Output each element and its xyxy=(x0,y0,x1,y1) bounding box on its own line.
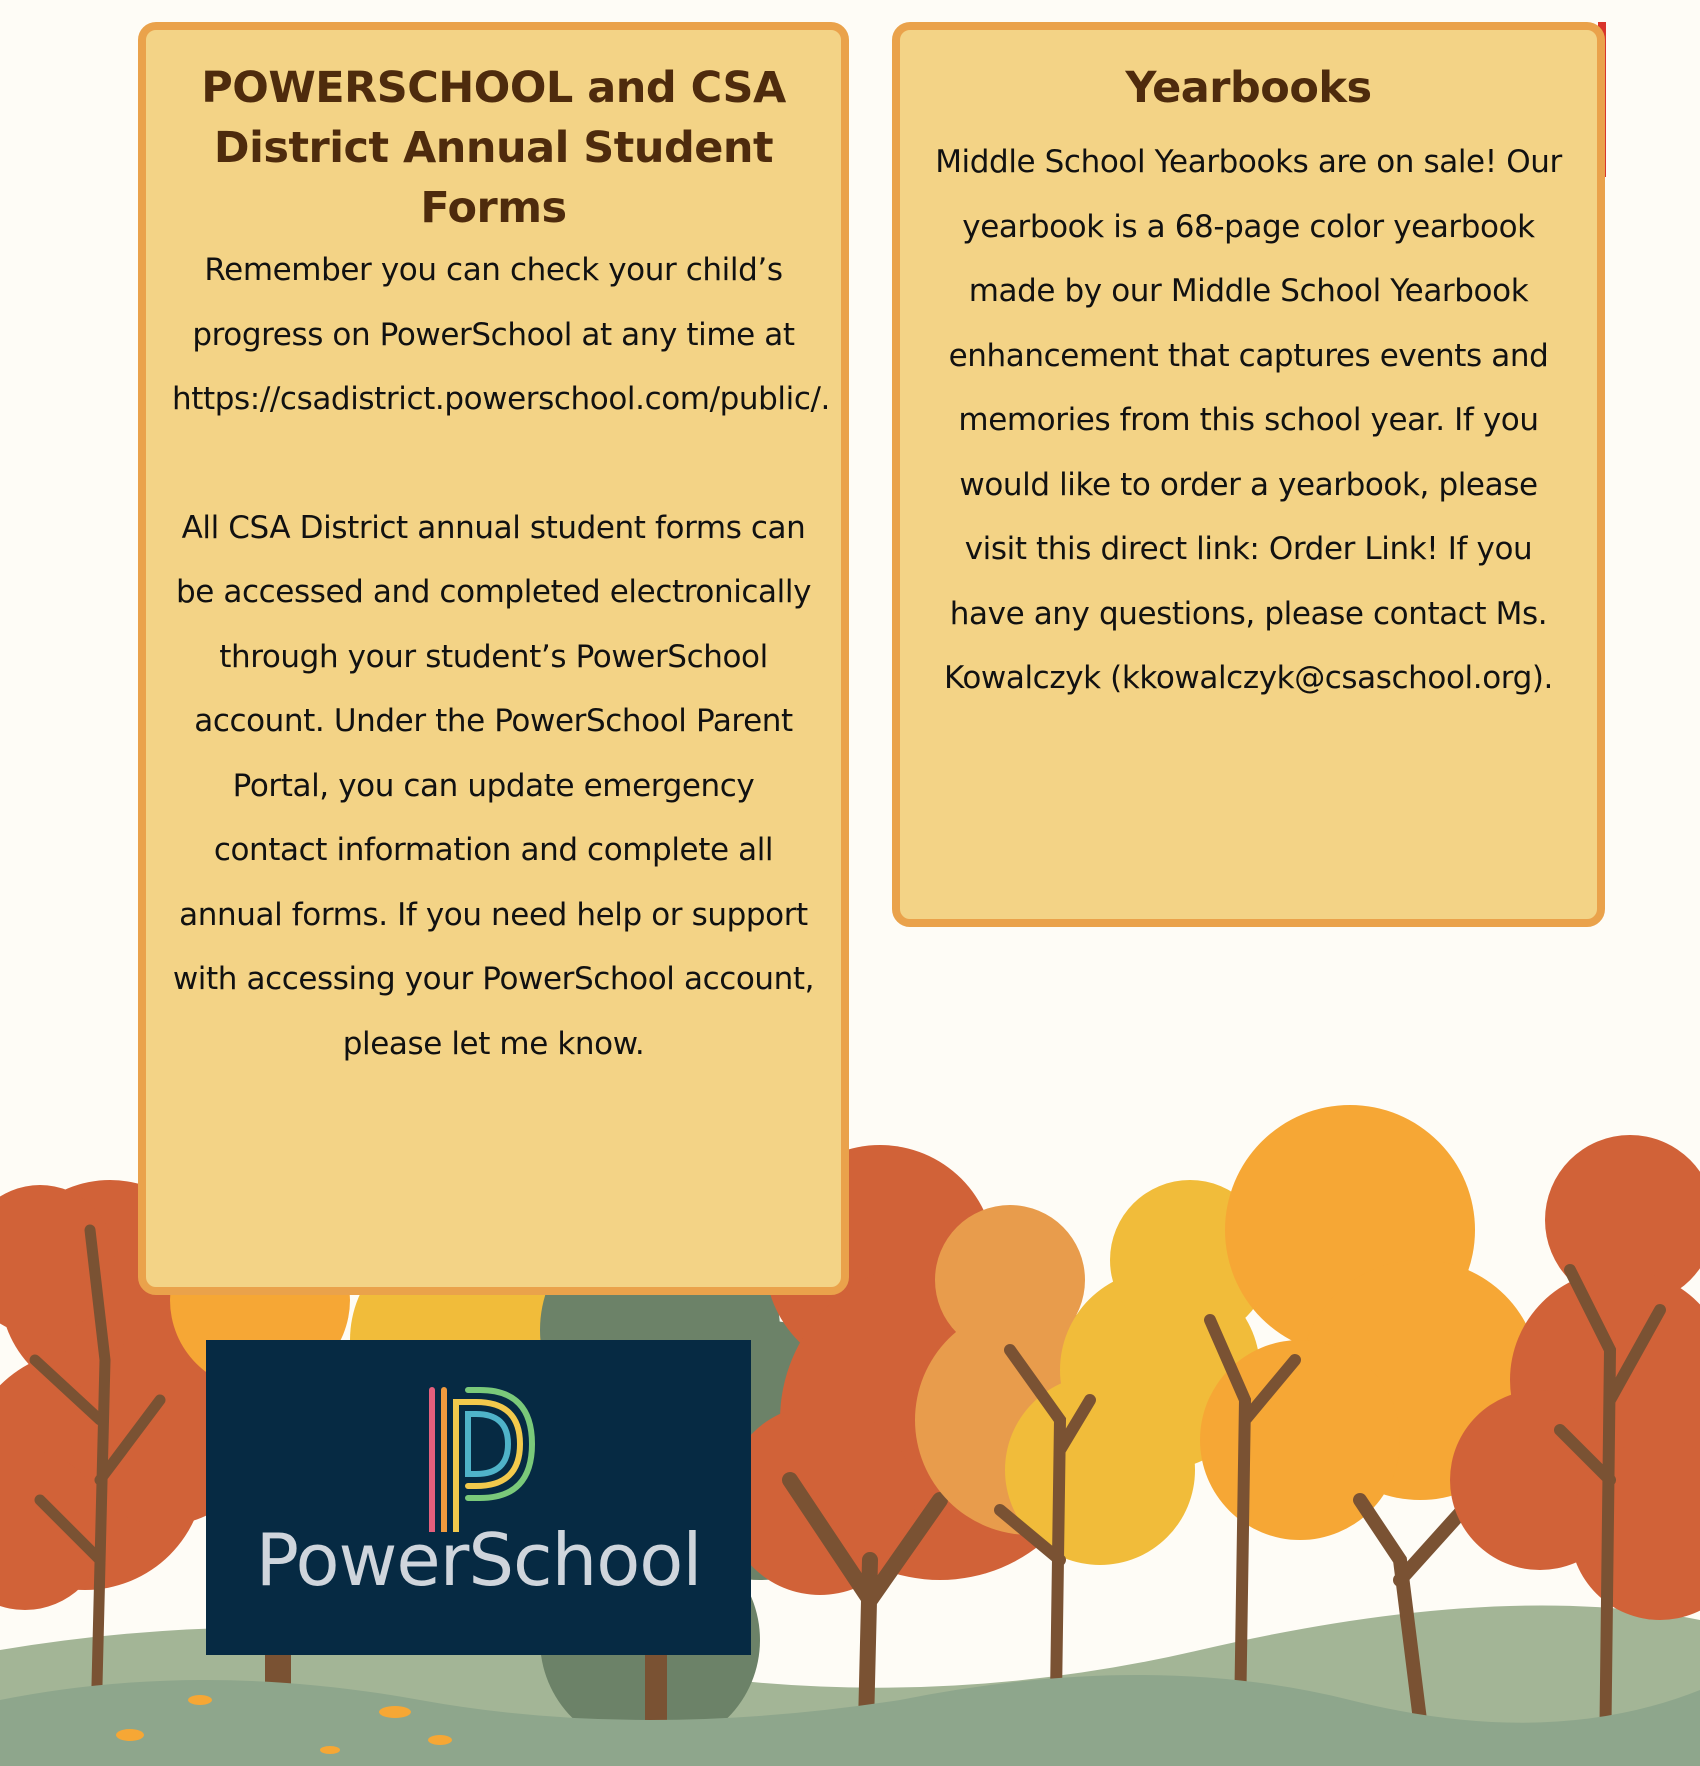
yearbooks-paragraph: Middle School Yearbooks are on sale! Our yearbook is a 68-page color yearbook made by our Middle School Yearbook enhancement that captures events and memories from this school year. If you would like to order a yearbook, please visit this direct link: Order Link! If you have any questions, please contact Ms. Kowalczyk (kkowalczyk@csaschool.org). xyxy=(935,144,1562,696)
yearbooks-card xyxy=(892,22,1605,927)
powerschool-p-icon xyxy=(424,1382,536,1532)
powerschool-progress-paragraph: Remember you can check your child’s progress on PowerSchool at any time at https://csadistrict.powerschool.com/public/. xyxy=(172,252,830,417)
yearbooks-card-title: Yearbooks xyxy=(1125,63,1372,113)
powerschool-logo xyxy=(206,1340,751,1655)
powerschool-card-title: POWERSCHOOL and CSA District Annual Student Forms xyxy=(201,63,786,233)
annual-forms-paragraph: All CSA District annual student forms can be accessed and completed electronically through your student’s PowerSchool account. Under the PowerSchool Parent Portal, you can update emergency contact information and complete all annual forms. If you need help or support with accessing your PowerSchool account, please let me know. xyxy=(172,509,815,1062)
powerschool-forms-card xyxy=(138,22,849,1295)
powerschool-wordmark: PowerSchool xyxy=(255,1518,702,1602)
